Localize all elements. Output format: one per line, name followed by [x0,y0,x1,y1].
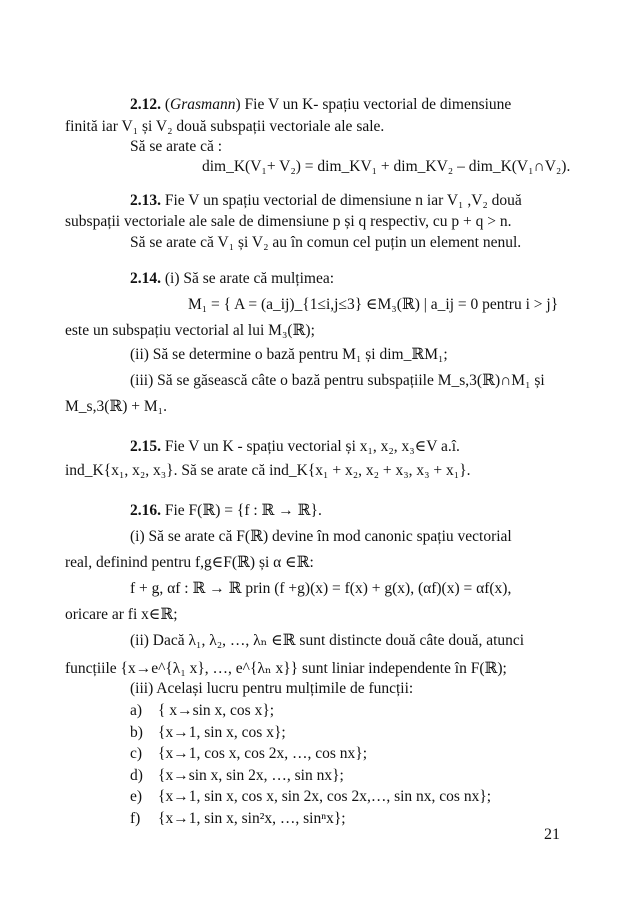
p216-line2: (i) Să se arate că F(ℝ) devine în mod canonic spațiu vectorial [130,528,512,545]
p212-line2: finită iar V₁ și V₂ două subspații vectoriale ale sale. [65,118,385,135]
p216-line7: funcțiile {x→e^{λ₁ x}, …, e^{λₙ x}} sunt liniar independente în F(ℝ); [65,660,507,677]
list-item-label: d) [130,766,143,784]
list-item-label: e) [130,788,143,805]
list-item-label: c) [130,745,143,762]
p216-line4: f + g, αf : ℝ → ℝ prin (f +g)(x) = f(x) + g(x), (αf)(x) = αf(x), [130,580,512,597]
list-item [130,767,344,785]
p216-line1: 2.16. Fie F(ℝ) = {f : ℝ → ℝ}. [130,502,322,519]
page-number: 21 [544,826,560,843]
p216-line5: oricare ar fi x∈ℝ; [65,606,178,623]
p213-line2: subspații vectoriale ale sale de dimensiune p și q respectiv, cu p + q > n. [65,213,512,230]
list-item-text: {x→1, sin x, cos x, sin 2x, cos 2x,…, sin nx, cos nx}; [158,788,492,805]
list-item [130,702,274,720]
p214-line6: M_s,3(ℝ) + M₁. [65,398,167,415]
p214-line1: 2.14. (i) Să se arate că mulțimea: [130,270,335,287]
p214-set-definition: M₁ = { A = (a_ij)_{1≤i,j≤3} ∈M₃(ℝ) | a_ij = 0 pentru i > j} [188,296,559,313]
p214-line5: (iii) Să se găsească câte o bază pentru subspațiile M_s,3(ℝ)∩M₁ și [130,372,545,389]
list-item-text: {x→1, sin x, cos x}; [158,723,286,741]
p216-line8: (iii) Același lucru pentru mulțimile de funcții: [130,680,414,697]
list-item-text: {x→1, cos x, cos 2x, …, cos nx}; [158,745,368,762]
list-item [130,810,346,828]
list-item-label: f) [130,809,141,827]
p212-line1: 2.12. (Grasmann) Fie V un K- spațiu vectorial de dimensiune [130,96,512,113]
list-item-text: {x→sin x, sin 2x, …, sin nx}; [158,766,344,784]
p212-line3: Să se arate că : [130,138,223,155]
p213-line1: 2.13. Fie V un spațiu vectorial de dimensiune n iar V₁ ,V₂ două [130,192,522,209]
list-item [130,788,491,806]
list-item-text: { x→sin x, cos x}; [158,702,275,719]
p216-line6: (ii) Dacă λ₁, λ₂, …, λₙ ∈ℝ sunt distincte două câte două, atunci [130,632,525,649]
list-item-label: b) [130,723,143,741]
p214-line4: (ii) Să se determine o bază pentru M₁ și dim_ℝM₁; [130,346,448,363]
p216-line3: real, definind pentru f,g∈F(ℝ) și α ∈ℝ: [65,554,314,571]
p212-formula: dim_K(V₁+ V₂) = dim_KV₁ + dim_KV₂ – dim_K(V₁∩V₂). [202,158,571,175]
p215-line2: ind_K{x₁, x₂, x₃}. Să se arate că ind_K{x₁ + x₂, x₂ + x₃, x₃ + x₁}. [65,462,471,479]
p215-line1: 2.15. Fie V un K - spațiu vectorial și x₁, x₂, x₃∈V a.î. [130,438,460,455]
p214-line3: este un subspațiu vectorial al lui M₃(ℝ); [65,322,315,339]
list-item [130,745,367,763]
list-item [130,724,286,742]
list-item-text: {x→1, sin x, sin²x, …, sinⁿx}; [158,809,346,827]
list-item-label: a) [130,702,143,719]
p213-line3: Să se arate că V₁ și V₂ au în comun cel puțin un element nenul. [130,234,522,251]
